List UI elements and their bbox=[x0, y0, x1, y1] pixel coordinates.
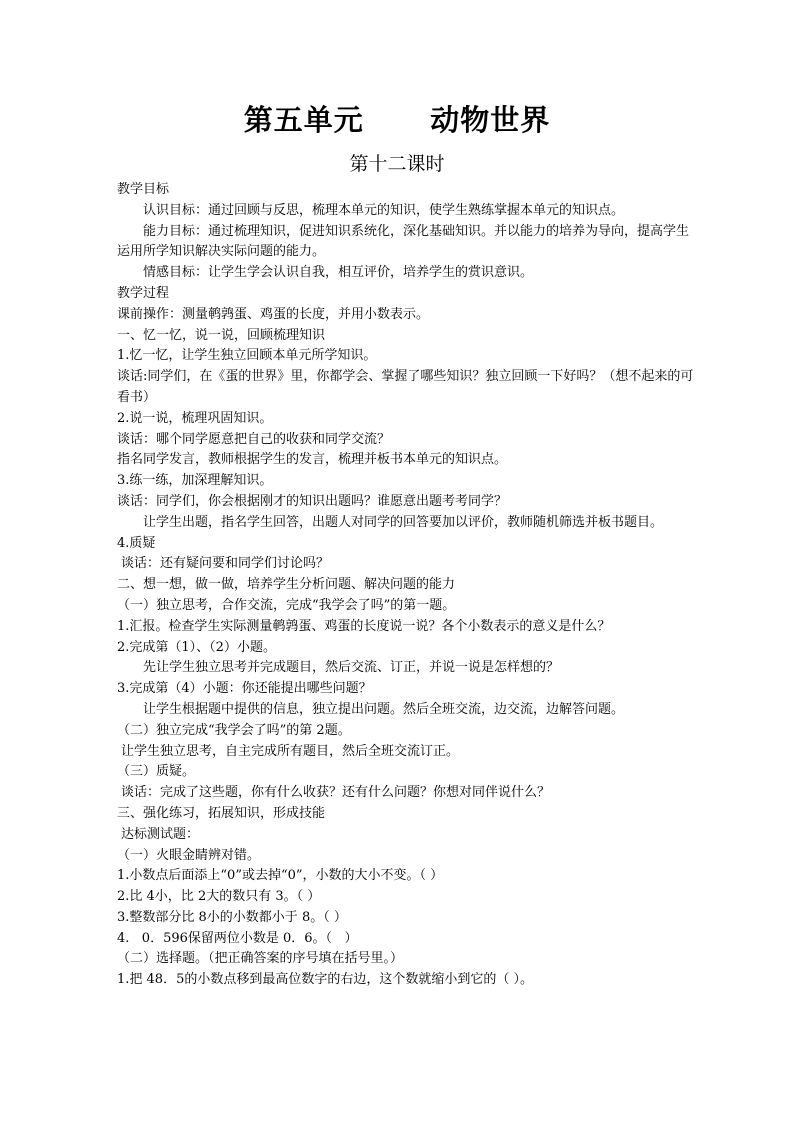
text-line: （一）火眼金睛辨对错。 bbox=[117, 847, 261, 863]
lesson-subtitle: 第十二课时 bbox=[349, 153, 445, 175]
text-line: 2.完成第（1）、（2）小题。 bbox=[117, 639, 276, 655]
text-line: 1.忆一忆，让学生独立回顾本单元所学知识。 bbox=[117, 348, 377, 364]
page-title: 第五单元 动物世界 bbox=[243, 103, 551, 137]
text-line: 谈话：哪个同学愿意把自己的收获和同学交流？ bbox=[117, 431, 391, 447]
text-line: 谈话：同学们，你会根据刚才的知识出题吗？谁愿意出题考考同学？ bbox=[117, 493, 508, 509]
text-line: 让学生根据题中提供的信息，独立提出问题。然后全班交流，边交流，边解答问题。 bbox=[143, 701, 625, 717]
goal-cognitive: 认识目标：通过回顾与反思，梳理本单元的知识，使学生熟练掌握本单元的知识点。 bbox=[143, 202, 625, 218]
lesson-body bbox=[117, 180, 697, 991]
text-line: 指名同学发言，教师根据学生的发言，梳理并板书本单元的知识点。 bbox=[117, 452, 508, 468]
part-two-heading: 二、想一想，做一做，培养学生分析问题、解决问题的能力 bbox=[117, 577, 456, 593]
text-line: （一）独立思考，合作交流，完成“我学会了吗”的第一题。 bbox=[117, 597, 456, 613]
goal-ability: 能力目标：通过梳理知识，促进知识系统化，深化基础知识。并以能力的培养为导向，提高学生运用所学知识解决实际问题的能力。 bbox=[117, 223, 690, 260]
goal-emotion: 情感目标：让学生学会认识自我，相互评价，培养学生的赏识意识。 bbox=[143, 265, 534, 281]
text-line: 2.说一说，梳理巩固知识。 bbox=[117, 410, 273, 426]
true-false-item: 1.小数点后面添上“0”或去掉“0”，小数的大小不变。（ ） bbox=[117, 868, 444, 884]
text-line: 谈话：完成了这些题，你有什么收获？还有什么问题？你想对同伴说什么？ bbox=[121, 785, 551, 801]
text-line: 1.汇报。检查学生实际测量鹌鹑蛋、鸡蛋的长度说一说？各个小数表示的意义是什么？ bbox=[117, 618, 611, 634]
true-false-item: 3.整数部分比 8小的小数都小于 8。（ ） bbox=[117, 909, 347, 925]
text-line: 让学生出题，指名学生回答，出题人对同学的回答要加以评价，教师随机筛选并板书题目。 bbox=[143, 514, 664, 530]
part-three-heading: 三、强化练习，拓展知识，形成技能 bbox=[117, 805, 326, 821]
text-line: （二）独立完成“我学会了吗”的第 2题。 bbox=[117, 722, 351, 738]
section-heading-process: 教学过程 bbox=[117, 285, 170, 301]
text-line: 谈话：还有疑问要和同学们讨论吗？ bbox=[121, 556, 330, 572]
text-line: 3.完成第（4）小题：你还能提出哪些问题？ bbox=[117, 681, 372, 697]
text-line: 4.质疑 bbox=[117, 535, 156, 551]
pre-class-operation: 课前操作：测量鹌鹑蛋、鸡蛋的长度，并用小数表示。 bbox=[117, 306, 430, 322]
part-one-heading: 一、忆一忆，说一说，回顾梳理知识 bbox=[117, 327, 326, 343]
text-line: 3.练一练，加深理解知识。 bbox=[117, 473, 273, 489]
text-line: 先让学生独立思考并完成题目，然后交流、订正，并说一说是怎样想的？ bbox=[143, 660, 560, 676]
section-heading-goals: 教学目标 bbox=[117, 182, 170, 197]
text-line: （三）质疑。 bbox=[117, 764, 196, 780]
choice-item: 1.把 48．5的小数点移到最高位数字的右边，这个数就缩小到它的（ ）。 bbox=[117, 972, 533, 988]
text-line: 让学生独立思考，自主完成所有题目，然后全班交流订正。 bbox=[121, 743, 460, 759]
true-false-item: 2.比 4小，比 2大的数只有 3。（ ） bbox=[117, 889, 321, 905]
text-line: 谈话:同学们，在《蛋的世界》里，你都学会、掌握了哪些知识？独立回顾一下好吗？（想不起来的可看书） bbox=[117, 369, 694, 405]
text-line: （二）选择题。（把正确答案的序号填在括号里。） bbox=[117, 951, 404, 967]
true-false-item: 4. 0．596保留两位小数是 0．6。（ ） bbox=[117, 930, 358, 946]
text-line: 达标测试题： bbox=[121, 826, 200, 842]
